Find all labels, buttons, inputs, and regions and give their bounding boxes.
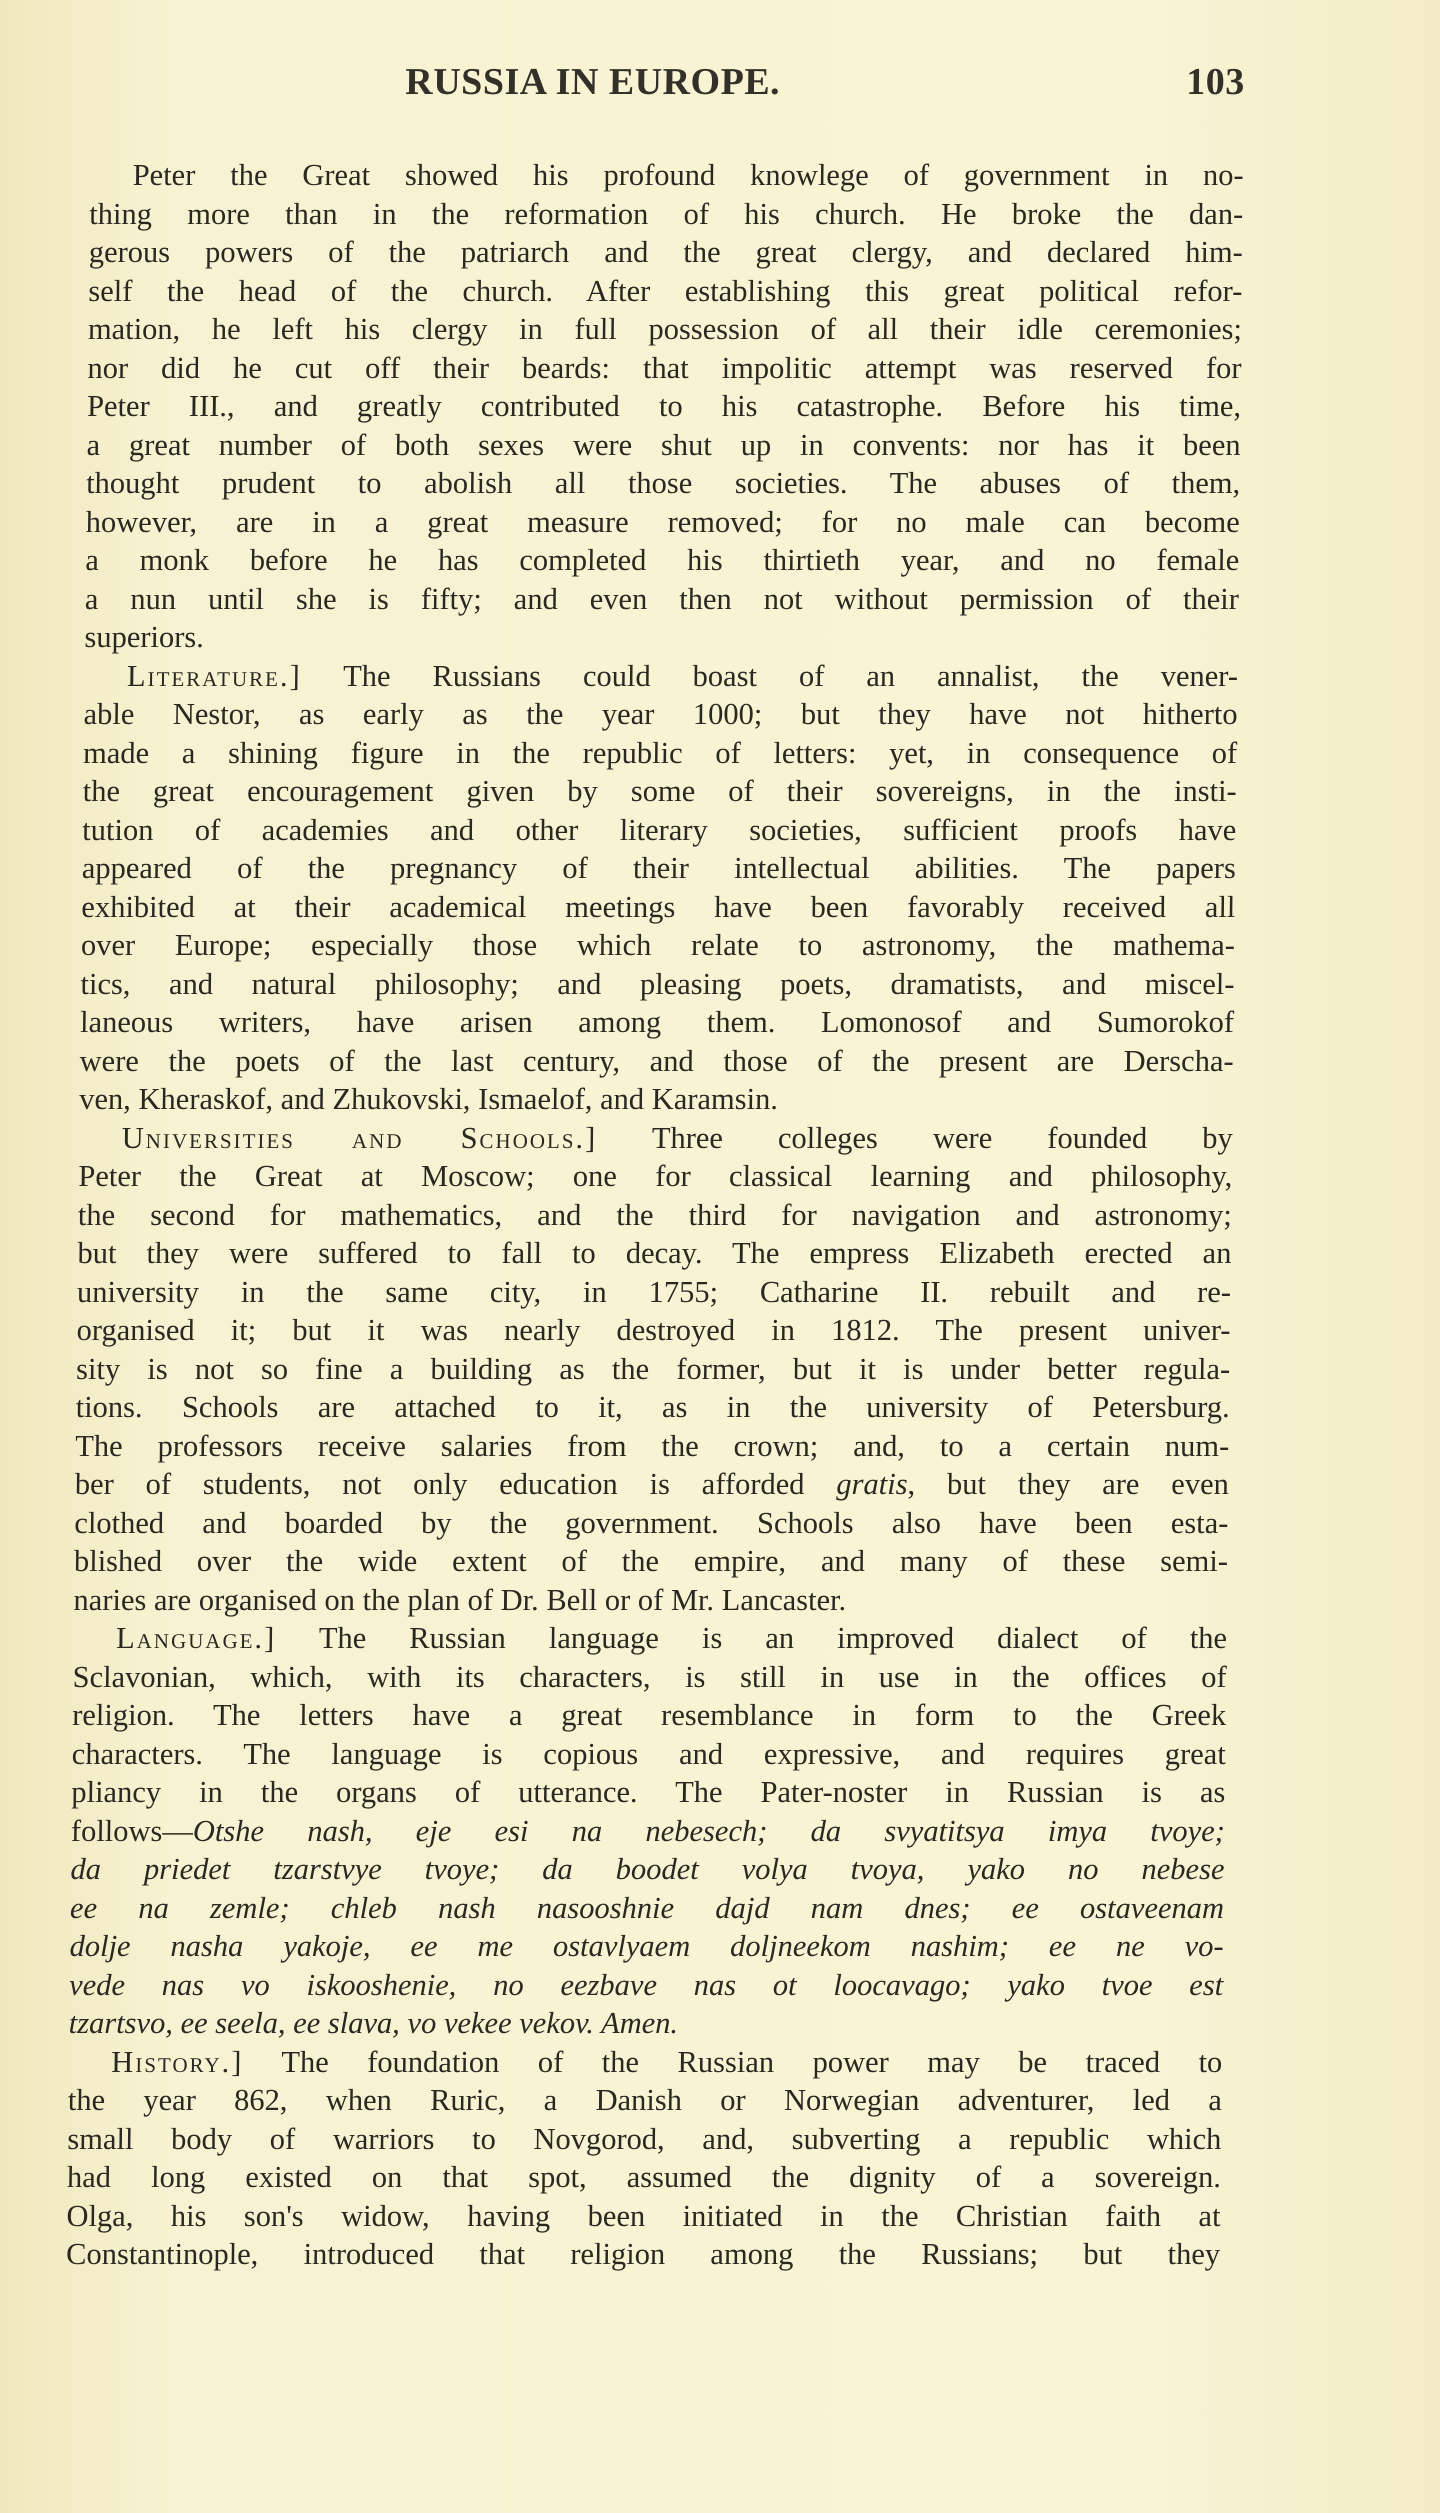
text-line [69, 1927, 1223, 1966]
text-line [84, 618, 1238, 657]
italic-text: Otshe nash, eje esi na nebesech; da svyatitsya imya tvoye; [192, 1813, 1226, 1848]
text-line [87, 349, 1241, 388]
text-line [74, 1542, 1228, 1581]
text-line [69, 1966, 1223, 2005]
text-segment: tions. Schools are attached to it, as in the university of Petersburg. [75, 1390, 1230, 1424]
text-segment: made a shining figure in the republic of letters: yet, in consequence of [82, 735, 1238, 770]
text-segment: ber of students, not only education is afforded [74, 1467, 837, 1501]
text-line [72, 1735, 1226, 1774]
text-line [77, 1273, 1231, 1312]
paragraph [84, 156, 1244, 657]
text-segment: university in the same city, in 1755; Catharine II. rebuilt and re- [76, 1274, 1232, 1309]
paragraph [69, 1619, 1228, 2043]
section-heading: Language.] [115, 1621, 277, 1655]
italic-text: ee na zemle; chleb nash nasooshnie dajd nam dnes; ee ostaveenam [69, 1890, 1225, 1925]
text-segment: superiors. [84, 620, 205, 654]
text-segment: exhibited at their academical meetings have been favorably received all [81, 889, 1236, 924]
section-heading: Literature.] [126, 658, 302, 693]
text-segment: the great encouragement given by some of their sovereigns, in the insti- [82, 774, 1237, 808]
text-segment: The Russians could boast of an annalist, the vener- [301, 658, 1239, 693]
text-segment: had long existed on that spot, assumed the dignity of a sovereign. [66, 2160, 1222, 2194]
text-segment: pliancy in the organs of utterance. The Pater-noster in Russian is as [71, 1775, 1226, 1809]
text-segment: Three colleges were founded by [597, 1120, 1233, 1155]
text-line [82, 811, 1236, 850]
text-segment: Peter III., and greatly contributed to his catastrophe. Before his time, [86, 389, 1242, 423]
italic-text: dolje nasha yakoje, ee me ostavlyaem doljneekom nashim; ee ne vo- [69, 1929, 1224, 1963]
text-line [79, 1119, 1233, 1158]
text-segment: characters. The language is copious and expressive, and requires great [71, 1736, 1226, 1771]
text-line [83, 695, 1237, 734]
text-line [86, 464, 1240, 503]
text-line [89, 156, 1243, 195]
text-line [83, 734, 1237, 773]
text-line [71, 1773, 1225, 1812]
text-line [87, 387, 1241, 426]
text-line [70, 1889, 1224, 1928]
paragraph [73, 1119, 1233, 1620]
text-line [74, 1504, 1228, 1543]
text-line [76, 1311, 1230, 1350]
text-line [72, 1696, 1226, 1735]
text-segment: able Nestor, as early as the year 1000; but they have not hitherto [83, 697, 1238, 731]
text-segment: sity is not so fine a building as the former, but it is under better regula- [75, 1351, 1231, 1386]
text-line [73, 1619, 1227, 1658]
text-segment: The professors receive salaries from the crown; and, to a certain num- [75, 1428, 1230, 1463]
text-line [75, 1465, 1229, 1504]
text-line [71, 1812, 1225, 1851]
text-line [79, 1080, 1233, 1119]
text-segment: mation, he left his clergy in full possession of all their idle ceremonies; [87, 312, 1243, 346]
text-segment: laneous writers, have arisen among them. Lomonosof and Sumorokof [79, 1005, 1235, 1039]
text-line [69, 2004, 1223, 2043]
text-line [85, 541, 1239, 580]
text-line [73, 1581, 1227, 1620]
running-title: RUSSIA IN EUROPE. [405, 61, 781, 103]
page-number: 103 [1186, 61, 1245, 103]
text-line [66, 2197, 1220, 2236]
text-segment: nor did he cut off their beards: that impolitic attempt was reserved for [87, 350, 1242, 385]
text-line [78, 1196, 1232, 1235]
text-segment: follows— [70, 1813, 194, 1848]
text-line [78, 1157, 1232, 1196]
text-line [67, 2158, 1221, 2197]
text-segment: Peter the Great showed his profound knowlege of government in no- [132, 158, 1244, 192]
text-line [82, 849, 1236, 888]
text-line [81, 926, 1235, 965]
text-line [89, 233, 1243, 272]
text-segment: appeared of the pregnancy of their intellectual abilities. The papers [81, 851, 1237, 885]
text-line [70, 1850, 1224, 1889]
text-line [82, 772, 1236, 811]
italic-text: vede nas vo iskooshenie, no eezbave nas ot loocavago; yako tvoe est [68, 1967, 1224, 2002]
text-segment: were the poets of the last century, and those of the present are Derscha- [79, 1043, 1234, 1078]
text-segment: however, are in a great measure removed; for no male can become [85, 504, 1240, 539]
text-line [88, 310, 1242, 349]
text-line [86, 503, 1240, 542]
text-segment: naries are organised on the plan of Dr. Bell or of Mr. Lancaster. [73, 1582, 847, 1617]
text-line [89, 195, 1243, 234]
text-segment: The Russian language is an improved dialect of the [276, 1621, 1228, 1655]
text-segment: a great number of both sexes were shut up in convents: nor has it been [86, 427, 1241, 462]
section-heading: History.] [111, 2044, 244, 2079]
text-segment: organised it; but it was nearly destroyed in 1812. The present univer- [76, 1313, 1231, 1347]
text-segment: blished over the wide extent of the empire, and many of these semi- [73, 1544, 1229, 1578]
text-segment: self the head of the church. After establishing this great political refor- [88, 273, 1243, 308]
text-segment: The foundation of the Russian power may be traced to [243, 2044, 1223, 2079]
text-line [76, 1350, 1230, 1389]
text-segment: Sclavonian, which, with its characters, is still in use in the offices of [72, 1659, 1227, 1694]
text-segment: Constantinople, introduced that religion among the Russians; but they [65, 2237, 1221, 2271]
text-line [80, 1003, 1234, 1042]
text-segment: the second for mathematics, and the third for navigation and astronomy; [77, 1197, 1233, 1232]
text-segment: religion. The letters have a great resemblance in form to the Greek [72, 1698, 1227, 1732]
text-segment: but they were suffered to fall to decay. The empress Elizabeth erected an [77, 1236, 1232, 1270]
text-segment: gerous powers of the patriarch and the great clergy, and declared him- [88, 235, 1244, 269]
text-segment: , but they are even [907, 1467, 1230, 1501]
text-segment: a monk before he has completed his thirtieth year, and no female [85, 543, 1240, 577]
text-segment: small body of warriors to Novgorod, and, subverting a republic which [67, 2121, 1222, 2156]
paragraph [66, 2043, 1223, 2274]
text-line [81, 888, 1235, 927]
text-segment: tics, and natural philosophy; and pleasing poets, dramatists, and miscel- [80, 966, 1235, 1001]
book-page [66, 60, 1245, 2274]
section-heading: Universities and Schools.] [121, 1120, 598, 1155]
text-line [80, 965, 1234, 1004]
text-line [68, 2043, 1222, 2082]
paragraph [79, 657, 1238, 1119]
text-line [75, 1427, 1229, 1466]
italic-text: da priedet tzarstvye tvoye; da boodet volya tvoya, yako no nebese [70, 1852, 1225, 1886]
running-head [90, 60, 1245, 120]
text-segment: a nun until she is fifty; and even then not without permission of their [84, 581, 1240, 616]
italic-text: gratis [836, 1467, 908, 1501]
text-segment: thought prudent to abolish all those societies. The abuses of them, [86, 466, 1241, 500]
text-line [67, 2120, 1221, 2159]
text-line [85, 580, 1239, 619]
text-segment: over Europe; especially those which relate to astronomy, the mathema- [80, 928, 1236, 962]
text-line [68, 2081, 1222, 2120]
page-body [66, 156, 1244, 2274]
text-line [84, 657, 1238, 696]
text-line [75, 1388, 1229, 1427]
text-segment: ven, Kheraskof, and Zhukovski, Ismaelof, and Karamsin. [79, 1082, 779, 1116]
italic-text: tzartsvo, ee seela, ee slava, vo vekee vekov. Amen. [68, 2006, 679, 2040]
text-line [79, 1042, 1233, 1081]
text-line [77, 1234, 1231, 1273]
text-line [72, 1658, 1226, 1697]
text-segment: Peter the Great at Moscow; one for classical learning and philosophy, [78, 1159, 1233, 1193]
text-line [86, 426, 1240, 465]
text-segment: thing more than in the reformation of his church. He broke the dan- [89, 196, 1244, 231]
text-segment: clothed and boarded by the government. Schools also have been esta- [74, 1505, 1229, 1540]
text-line [88, 272, 1242, 311]
text-line [66, 2235, 1220, 2274]
text-segment: Olga, his son's widow, having been initiated in the Christian faith at [66, 2198, 1221, 2233]
text-segment: the year 862, when Ruric, a Danish or Norwegian adventurer, led a [67, 2083, 1223, 2117]
text-segment: tution of academies and other literary societies, sufficient proofs have [82, 812, 1237, 847]
